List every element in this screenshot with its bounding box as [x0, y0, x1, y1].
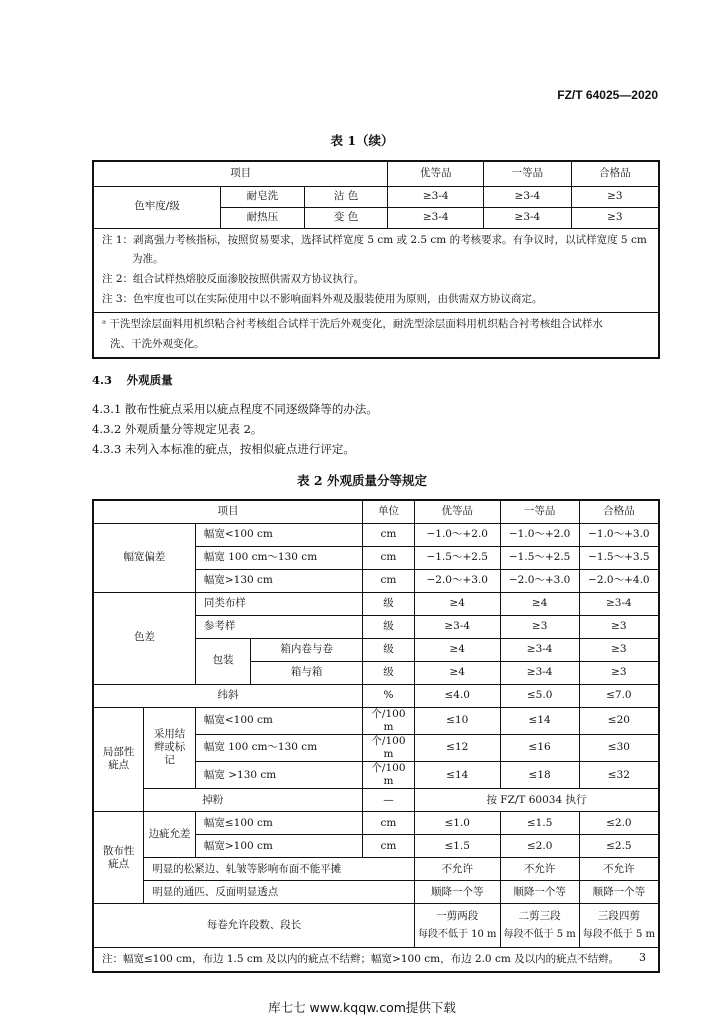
t1-footnote-line1: ᵃ 干洗型涂层面料用机织粘合衬考核组合试样干洗后外观变化，耐洗型涂层面料用机织粘合衬考核组合试样水: [102, 318, 603, 331]
t2-value: ≥4: [414, 592, 500, 615]
t2-value: ≤12: [414, 734, 500, 761]
t2-unit: cm: [362, 546, 414, 569]
t2-value: ≤32: [579, 762, 659, 789]
t2-value: ≥4: [414, 638, 500, 661]
t2-unit: %: [362, 684, 414, 707]
t1-group-label: 色牢度/级: [93, 186, 221, 228]
t2-skew-label: 纬斜: [93, 684, 362, 707]
t1-header-grade1: 优等品: [388, 161, 484, 186]
t2-value: −1.5～+3.5: [579, 546, 659, 569]
t2-value: ≤16: [500, 734, 579, 761]
t1-note-1-cont: 为准。: [132, 253, 164, 266]
clause-4-3-1: 4.3.1 散布性疵点采用以疵点程度不同逐级降等的办法。: [92, 402, 378, 416]
t1-note-1: 注 1：剥离强力考核指标，按照贸易要求，选择试样宽度 5 cm 或 2.5 cm 的考核要求。有争议时，以试样宽度 5 cm: [102, 233, 647, 246]
t2-group-color: 色差: [93, 592, 195, 684]
t2-value: 顺降一个等: [579, 881, 659, 904]
t2-value: ≥3-4: [579, 592, 659, 615]
t2-value: ≥4: [414, 661, 500, 684]
t1-value: ≥3-4: [484, 207, 572, 228]
t2-row-label: 幅宽 >130 cm: [195, 762, 362, 789]
t2-value: ≤2.5: [579, 835, 659, 858]
t2-seg-length: 每段不低于 5 m: [503, 929, 576, 941]
t1-note-2: 注 2：组合试样热熔胶反面渗胶按照供需双方协议执行。: [102, 273, 365, 286]
t2-row-label: 箱内卷与卷: [251, 638, 363, 661]
t1-value: ≥3: [571, 186, 659, 207]
t2-value: 不允许: [579, 858, 659, 881]
t2-seg-length: 每段不低于 5 m: [582, 929, 655, 941]
t2-group-scatter: 散布性疵点: [93, 812, 144, 904]
t2-value: ≤1.5: [500, 812, 579, 835]
t2-unit: 级: [362, 592, 414, 615]
section-number: 4.3: [92, 373, 113, 387]
t2-value: ≤10: [414, 707, 500, 734]
t1-footnote-line2: 洗、干洗外观变化。: [110, 338, 205, 351]
t2-note: 注：幅宽≤100 cm，布边 1.5 cm 及以内的疵点不结辫；幅宽>100 cm，布边 2.0 cm 及以内的疵点不结辫。: [93, 948, 659, 972]
table1-title: 表 1（续）: [330, 133, 394, 148]
t2-value: ≤2.0: [579, 812, 659, 835]
t1-value: ≥3: [571, 207, 659, 228]
t2-unit: cm: [362, 523, 414, 546]
t2-row-label: 幅宽<100 cm: [195, 523, 362, 546]
t2-header-grade1: 优等品: [414, 500, 500, 523]
download-footer: 库七七 www.kqqw.com提供下载: [268, 1000, 456, 1015]
t2-value: ≥3: [579, 661, 659, 684]
t2-pack-label: 包装: [195, 638, 250, 684]
t2-value: ≥4: [500, 592, 579, 615]
t2-row-label: 幅宽<100 cm: [195, 707, 362, 734]
t2-header-grade3: 合格品: [579, 500, 659, 523]
t1-header-grade2: 一等品: [484, 161, 572, 186]
t2-value: ≤4.0: [414, 684, 500, 707]
t2-unit: 级: [362, 661, 414, 684]
t2-row-label: 参考样: [195, 615, 362, 638]
t2-value: 不允许: [414, 858, 500, 881]
t2-value: −1.0～+3.0: [579, 523, 659, 546]
t2-value: ≤14: [500, 707, 579, 734]
t2-value: ≤14: [414, 762, 500, 789]
page-number: 3: [639, 951, 646, 964]
t2-value: ≤7.0: [579, 684, 659, 707]
t2-unit: 个/100 m: [362, 762, 414, 789]
t2-unit: —: [362, 789, 414, 812]
t2-row-label: 幅宽 100 cm～130 cm: [195, 734, 362, 761]
t2-scatter-sub: 边疵允差: [144, 812, 196, 858]
t1-item: 耐皂洗: [221, 186, 305, 207]
t2-powder-value: 按 FZ/T 60034 执行: [414, 789, 659, 812]
t2-unit: 级: [362, 638, 414, 661]
t2-segments-grade3: [579, 904, 659, 948]
t2-through-label: 明显的通匹、反面明显透点: [144, 881, 415, 904]
t1-value: ≥3-4: [388, 186, 484, 207]
t2-seg-length: 每段不低于 10 m: [417, 929, 497, 941]
t2-header-item: 项目: [93, 500, 362, 523]
t2-header-unit: 单位: [362, 500, 414, 523]
t2-value: −2.0～+4.0: [579, 569, 659, 592]
t2-value: ≥3-4: [414, 615, 500, 638]
t2-unit: cm: [362, 835, 414, 858]
t2-value: ≤1.0: [414, 812, 500, 835]
t2-value: −1.0～+2.0: [414, 523, 500, 546]
t2-value: 顺降一个等: [500, 881, 579, 904]
t2-segments-grade1: [414, 904, 500, 948]
clause-4-3-3: 4.3.3 未列入本标准的疵点，按相似疵点进行评定。: [92, 442, 355, 456]
t2-group-width: 幅宽偏差: [93, 523, 195, 592]
t2-value: ≥3-4: [500, 661, 579, 684]
t2-value: ≤18: [500, 762, 579, 789]
t1-item: 耐热压: [221, 207, 305, 228]
t2-value: −2.0～+3.0: [500, 569, 579, 592]
t2-unit: 级: [362, 615, 414, 638]
t1-header-item: 项目: [93, 161, 388, 186]
t2-powder-label: 掉粉: [144, 789, 363, 812]
t2-value: 不允许: [500, 858, 579, 881]
document-code: FZ/T 64025—2020: [557, 88, 658, 102]
t2-value: ≥3: [579, 615, 659, 638]
t2-value: ≤20: [579, 707, 659, 734]
table1: [92, 160, 660, 359]
table2-title: 表 2 外观质量分等规定: [297, 473, 427, 488]
t1-value: ≥3-4: [388, 207, 484, 228]
t2-value: −2.0～+3.0: [414, 569, 500, 592]
t1-sub: 变 色: [304, 207, 388, 228]
t1-header-grade3: 合格品: [571, 161, 659, 186]
t2-loose-label: 明显的松紧边、轧皱等影响布面不能平摊: [144, 858, 415, 881]
t2-row-label: 幅宽 100 cm～130 cm: [195, 546, 362, 569]
t2-seg-cut: 一剪两段: [436, 910, 479, 923]
t2-value: ≤1.5: [414, 835, 500, 858]
table2: [92, 499, 660, 973]
t2-value: ≤5.0: [500, 684, 579, 707]
t2-unit: cm: [362, 569, 414, 592]
t2-value: −1.0～+2.0: [500, 523, 579, 546]
t2-unit: 个/100 m: [362, 707, 414, 734]
t2-row-label: 同类布样: [195, 592, 362, 615]
t2-seg-cut: 三段四剪: [597, 910, 640, 923]
clause-4-3-2: 4.3.2 外观质量分等规定见表 2。: [92, 422, 263, 436]
t1-footnote: [93, 313, 659, 358]
t2-row-label: 幅宽>100 cm: [195, 835, 362, 858]
t2-segments-label: 每卷允许段数、段长: [93, 904, 414, 948]
t2-value: ≥3: [579, 638, 659, 661]
t1-value: ≥3-4: [484, 186, 572, 207]
t1-note-3: 注 3：色牢度也可以在实际使用中以不影响面料外观及服装使用为原则，由供需双方协议商定。: [102, 293, 543, 306]
t2-row-label: 幅宽>130 cm: [195, 569, 362, 592]
section-heading: [92, 372, 173, 388]
section-title: 外观质量: [126, 373, 173, 387]
t1-sub: 沾 色: [304, 186, 388, 207]
t2-value: −1.5～+2.5: [500, 546, 579, 569]
t2-header-grade2: 一等品: [500, 500, 579, 523]
t2-value: −1.5～+2.5: [414, 546, 500, 569]
t2-group-local: 局部性疵点: [93, 707, 144, 812]
t2-value: ≥3: [500, 615, 579, 638]
t2-unit: 个/100 m: [362, 734, 414, 761]
t2-value: 顺降一个等: [414, 881, 500, 904]
t2-value: ≤30: [579, 734, 659, 761]
t2-value: ≤2.0: [500, 835, 579, 858]
t2-seg-cut: 二剪三段: [518, 910, 561, 923]
t2-row-label: 幅宽≤100 cm: [195, 812, 362, 835]
t2-row-label: 箱与箱: [251, 661, 363, 684]
t2-segments-grade2: [500, 904, 579, 948]
t1-notes: [93, 228, 659, 313]
t2-value: ≥3-4: [500, 638, 579, 661]
t2-unit: cm: [362, 812, 414, 835]
t2-local-sub: 采用结辫或标记: [144, 707, 196, 789]
